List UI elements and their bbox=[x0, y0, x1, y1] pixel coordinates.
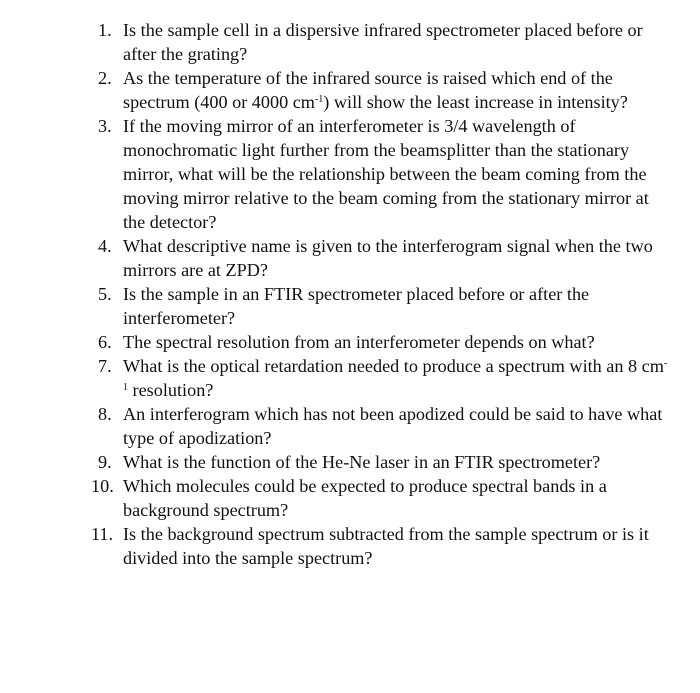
question-text bbox=[123, 18, 668, 66]
question-text bbox=[123, 330, 668, 354]
question-text bbox=[123, 354, 668, 402]
question-number: 2. bbox=[98, 68, 112, 88]
question-list bbox=[91, 18, 668, 570]
question-text-segment: Is the sample in an FTIR spectrometer placed before or after the interferometer? bbox=[123, 284, 590, 328]
question-text-segment: An interferogram which has not been apodized could be said to have what type of apodization? bbox=[123, 404, 663, 448]
question-text-segment: Is the sample cell in a dispersive infrared spectrometer placed before or after the grating? bbox=[123, 20, 643, 64]
question-number: 11. bbox=[91, 524, 114, 544]
question-number: 5. bbox=[98, 284, 112, 304]
question-text bbox=[123, 114, 668, 234]
question-text-segment: resolution? bbox=[128, 380, 214, 400]
question-text bbox=[123, 282, 668, 330]
question-text-segment: Is the background spectrum subtracted from the sample spectrum or is it divided into the sample spectrum? bbox=[123, 524, 649, 568]
question-item bbox=[98, 450, 668, 474]
question-text bbox=[123, 66, 668, 114]
question-number: 6. bbox=[98, 332, 112, 352]
question-text-segment: As the temperature of the infrared source is raised which end of the spectrum (400 or 4000 cm bbox=[123, 68, 613, 112]
question-item bbox=[98, 354, 668, 402]
question-text bbox=[123, 522, 668, 570]
question-item bbox=[98, 330, 668, 354]
question-number: 1. bbox=[98, 20, 112, 40]
question-text-segment: ) will show the least increase in intensity? bbox=[323, 92, 628, 112]
question-number: 7. bbox=[98, 356, 112, 376]
question-number: 3. bbox=[98, 116, 112, 136]
question-item bbox=[98, 114, 668, 234]
superscript-exponent: -1 bbox=[314, 94, 324, 105]
question-text bbox=[123, 234, 668, 282]
question-text-segment: Which molecules could be expected to produce spectral bands in a background spectrum? bbox=[123, 476, 607, 520]
question-item bbox=[98, 402, 668, 450]
question-text-segment: What is the optical retardation needed to produce a spectrum with an 8 cm bbox=[123, 356, 664, 376]
question-text bbox=[123, 474, 668, 522]
question-number: 10. bbox=[91, 476, 114, 496]
question-item bbox=[98, 282, 668, 330]
question-text-segment: What descriptive name is given to the interferogram signal when the two mirrors are at ZPD? bbox=[123, 236, 653, 280]
question-item bbox=[98, 66, 668, 114]
question-number: 4. bbox=[98, 236, 112, 256]
question-item bbox=[98, 234, 668, 282]
question-text-segment: If the moving mirror of an interferometer is 3/4 wavelength of monochromatic light further from the beamsplitter than the stationary mirror, what will be the relationship between the beam coming from the moving mirror relative to the beam coming from the stationary mirror at the detector? bbox=[123, 116, 649, 232]
question-number: 8. bbox=[98, 404, 112, 424]
question-text bbox=[123, 450, 668, 474]
question-text-segment: The spectral resolution from an interferometer depends on what? bbox=[123, 332, 595, 352]
question-text bbox=[123, 402, 668, 450]
question-number: 9. bbox=[98, 452, 112, 472]
question-item bbox=[91, 522, 668, 570]
question-text-segment: What is the function of the He-Ne laser in an FTIR spectrometer? bbox=[123, 452, 601, 472]
superscript-exponent: -1 bbox=[123, 358, 668, 393]
question-item bbox=[98, 18, 668, 66]
question-item bbox=[91, 474, 668, 522]
